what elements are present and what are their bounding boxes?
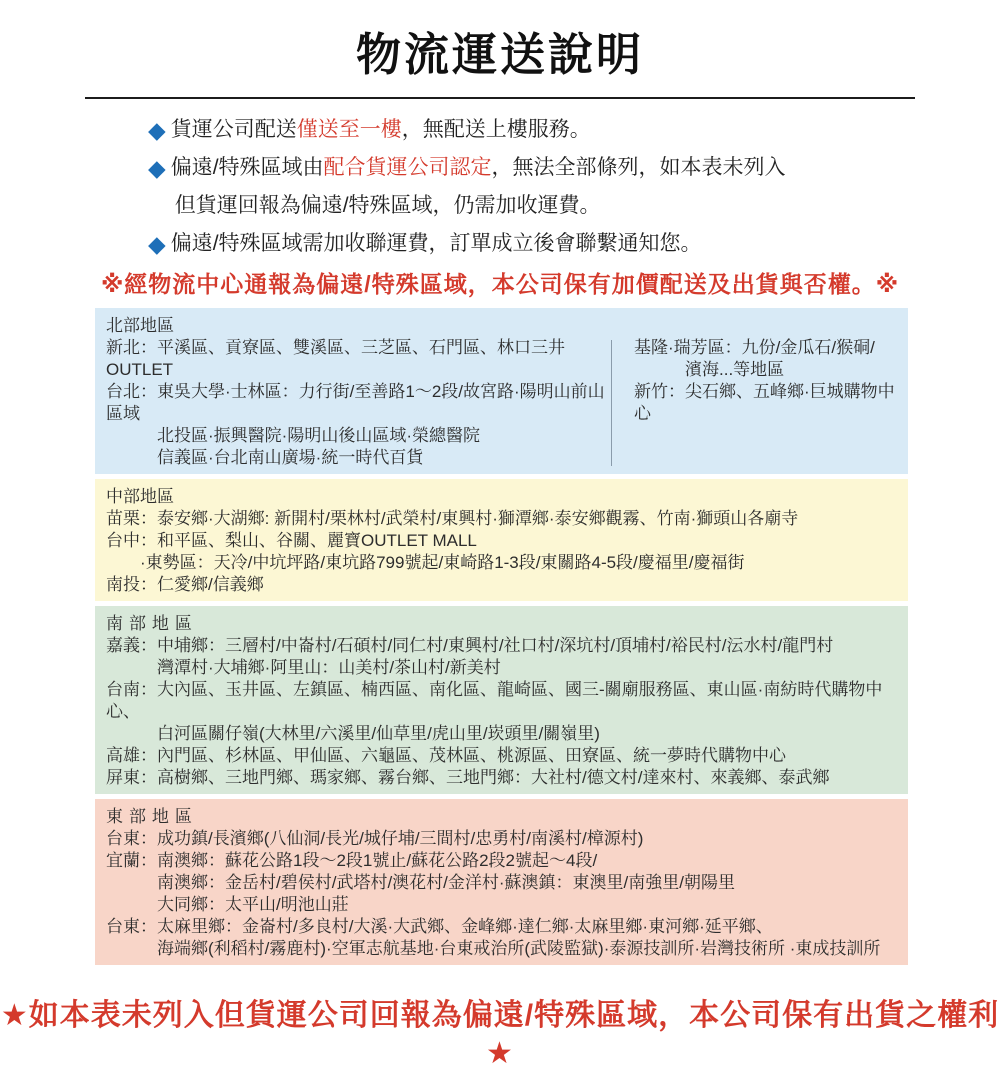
- notice-highlight: 僅送至一樓: [296, 118, 402, 141]
- region-east: [95, 799, 908, 965]
- region-line: 北投區·振興醫院·陽明山後山區域·榮總醫院: [106, 426, 480, 445]
- notice-segment: 偏遠/特殊區域需加收聯運費，訂單成立後會聯繫通知您。: [170, 232, 702, 255]
- region-line: 南澳鄉：金岳村/碧侯村/武塔村/澳花村/金洋村·蘇澳鎮：東澳里/南強里/朝陽里: [106, 873, 735, 892]
- notice-segment: ，無配送上樓服務。: [401, 118, 591, 141]
- diamond-bullet-icon: ◆: [148, 231, 166, 257]
- surcharge-warning: ※經物流中心通報為偏遠/特殊區域，本公司保有加價配送及出貨與否權。※: [100, 271, 900, 297]
- region-line: 南投：仁愛鄉/信義鄉: [106, 575, 264, 594]
- region-line: 海端鄉(利稻村/霧鹿村)·空軍志航基地·台東戒治所(武陵監獄)·泰源技訓所·岩灣技術所 ·東成技訓所: [106, 939, 881, 958]
- region-line: 濱海...等地區: [634, 360, 785, 379]
- region-line: 台東：太麻里鄉：金崙村/多良村/大溪·大武鄉、金峰鄉·達仁鄉·太麻里鄉·東河鄉·延平鄉、: [106, 917, 773, 936]
- region-line: 灣潭村·大埔鄉·阿里山：山美村/茶山村/新美村: [106, 658, 501, 677]
- page-title: 物流運送說明: [355, 29, 644, 80]
- region-header: 北部地區: [106, 316, 174, 335]
- region-line: ·東勢區：天冷/中坑坪路/東坑路799號起/東崎路1-3段/東關路4-5段/慶福里/慶福街: [106, 553, 745, 572]
- region-header: 中部地區: [106, 487, 174, 506]
- north-right-column: [612, 337, 897, 469]
- region-line: 台南：大內區、玉井區、左鎮區、楠西區、南化區、龍崎區、國三-關廟服務區、東山區·南紡時代購物中心、: [106, 680, 883, 721]
- region-line: 屏東：高樹鄉、三地門鄉、瑪家鄉、霧台鄉、三地門鄉：大社村/德文村/達來村、來義鄉、泰武鄉: [106, 768, 830, 787]
- region-line: 白河區關仔嶺(大林里/六溪里/仙草里/虎山里/崁頭里/關嶺里): [106, 724, 600, 743]
- notice-segment: 偏遠/特殊區域由: [170, 156, 324, 179]
- region-line: 新竹：尖石鄉、五峰鄉·巨城購物中心: [634, 382, 895, 423]
- diamond-bullet-icon: ◆: [148, 155, 166, 181]
- region-line: 台中：和平區、梨山、谷關、麗寶OUTLET MALL: [106, 531, 477, 550]
- region-line: 台東：成功鎮/長濱鄉(八仙洞/長光/城仔埔/三間村/忠勇村/南溪村/樟源村): [106, 829, 644, 848]
- shipping-rights-warning: ★如本表未列入但貨運公司回報為偏遠/特殊區域，本公司保有出貨之權利★: [0, 999, 1000, 1070]
- region-line: 嘉義：中埔鄉：三層村/中崙村/石碩村/同仁村/東興村/社口村/深坑村/頂埔村/裕民村/沄水村/龍門村: [106, 636, 834, 655]
- region-line: 高雄：內門區、杉林區、甲仙區、六龜區、茂林區、桃源區、田寮區、統一夢時代購物中心: [106, 746, 786, 765]
- region-south: [95, 606, 908, 794]
- notice-text: [171, 225, 702, 263]
- region-line: 宜蘭：南澳鄉：蘇花公路1段～2段1號止/蘇花公路2段2號起～4段/: [106, 851, 598, 870]
- list-item: [148, 225, 960, 263]
- notice-segment: ，無法全部條列，如本表未列入: [491, 156, 786, 179]
- north-columns: [106, 337, 897, 469]
- north-left-column: [106, 337, 611, 469]
- region-line: 信義區·台北南山廣場·統一時代百貨: [106, 448, 424, 467]
- notice-wrap-line: 但貨運回報為偏遠/特殊區域，仍需加收運費。: [174, 194, 601, 217]
- notice-text: [171, 149, 786, 225]
- list-item: [148, 149, 960, 225]
- list-item: [148, 111, 960, 149]
- region-line: 新北：平溪區、貢寮區、雙溪區、三芝區、石門區、林口三井OUTLET: [106, 338, 565, 379]
- title-divider: [85, 97, 915, 99]
- notice-list: [148, 111, 960, 263]
- region-header: 東部地區: [106, 807, 198, 826]
- region-north: [95, 308, 908, 474]
- region-header: 南部地區: [106, 614, 198, 633]
- region-line: 基隆·瑞芳區：九份/金瓜石/猴硐/: [634, 338, 875, 357]
- notice-text: [171, 111, 591, 149]
- region-central: [95, 479, 908, 601]
- notice-highlight: 配合貨運公司認定: [323, 156, 492, 179]
- region-line: 苗栗：泰安鄉·大湖鄉: 新開村/栗林村/武榮村/東興村·獅潭鄉·泰安鄉觀霧、竹南·獅頭山各廟寺: [106, 509, 799, 528]
- region-line: 大同鄉：太平山/明池山莊: [106, 895, 349, 914]
- region-line: 台北：東吳大學·士林區：力行街/至善路1～2段/故宮路·陽明山前山區域: [106, 382, 605, 423]
- diamond-bullet-icon: ◆: [148, 117, 166, 143]
- notice-segment: 貨運公司配送: [170, 118, 297, 141]
